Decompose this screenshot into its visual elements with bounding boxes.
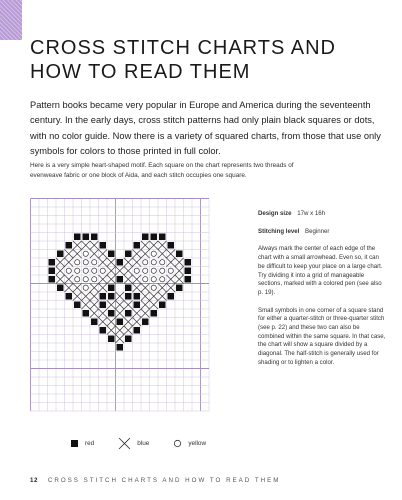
intro-paragraph: Pattern books became very popular in Europe and America during the seventeenth century. In the early days, cross stitch patterns had only plain black squares or dots, with no color guide. Now there is a variety of squared charts, from those that use only symbols for colors to those printed in full color. (30, 100, 381, 156)
stitch-red (100, 302, 107, 309)
stitch-red (185, 259, 192, 266)
stitch-blue (56, 275, 65, 284)
stitch-blue (56, 267, 65, 276)
cross-icon (118, 437, 131, 450)
page-number: 12 (30, 477, 38, 484)
stitch-blue (158, 284, 167, 293)
stitch-yellow (143, 268, 148, 273)
notes-paragraph-2: Small symbols in one corner of a square stand for either a quarter-stitch or three-quarter stitch (see p. 22) and these two can also be combined within the same square. In that case, the chart will show a square divided by a diagonal. The half-stitch is generally used for shading or to lighten a color. (258, 306, 386, 366)
stitch-yellow (92, 277, 97, 282)
footer-running-title: CROSS STITCH CHARTS AND HOW TO READ THEM (47, 477, 281, 484)
stitch-blue (90, 250, 99, 259)
stitch-blue (133, 275, 142, 284)
stitch-yellow (92, 260, 97, 265)
stitch-yellow (143, 260, 148, 265)
stitch-blue (124, 326, 133, 335)
stitch-blue (73, 250, 82, 259)
stitch-blue (124, 258, 133, 267)
stitch-yellow (134, 268, 139, 273)
stitch-red (108, 293, 115, 300)
stitch-red (66, 293, 73, 300)
stitch-red (168, 293, 175, 300)
legend-label-blue: blue (137, 440, 150, 447)
stitch-yellow (75, 277, 80, 282)
stitch-red (125, 285, 132, 292)
stitch-red (117, 319, 124, 326)
stitch-blue (99, 318, 108, 327)
stitch-red (142, 319, 149, 326)
legend-item-red (70, 439, 94, 448)
stitch-blue (65, 284, 74, 293)
stitch-blue (141, 301, 150, 310)
stitch-blue (167, 258, 176, 267)
stitch-red (108, 285, 115, 292)
stitch-blue (141, 250, 150, 259)
stitch-yellow (151, 251, 156, 256)
stitch-blue (175, 258, 184, 267)
stitch-blue (82, 301, 91, 310)
stitch-blue (141, 284, 150, 293)
stitch-red (176, 251, 183, 258)
stitch-red (91, 234, 98, 241)
stitch-blue (150, 292, 159, 301)
stitch-red (74, 302, 81, 309)
stitch-red (185, 268, 192, 275)
stitch-blue (82, 241, 91, 250)
stitch-yellow (143, 277, 148, 282)
stitch-yellow (160, 277, 165, 282)
page-title (30, 36, 336, 84)
stitch-red (91, 319, 98, 326)
stitch-blue (99, 275, 108, 284)
stitch-blue (141, 241, 150, 250)
heart-chart (30, 198, 244, 418)
stitch-blue (82, 292, 91, 301)
stitch-yellow (151, 285, 156, 290)
stitch-blue (150, 241, 159, 250)
stitch-red (185, 276, 192, 283)
stitch-red (125, 293, 132, 300)
stitch-blue (65, 250, 74, 259)
stitch-blue (90, 309, 99, 318)
stitch-yellow (151, 277, 156, 282)
stitch-blue (107, 267, 116, 276)
stitch-yellow (75, 268, 80, 273)
stitch-blue (133, 318, 142, 327)
stitch-blue (116, 326, 125, 335)
stitch-blue (90, 241, 99, 250)
stitch-blue (133, 258, 142, 267)
stitch-yellow (83, 260, 88, 265)
stitch-red (83, 234, 90, 241)
stitch-red (49, 276, 56, 283)
stitch-red (134, 327, 141, 334)
stitch-blue (150, 301, 159, 310)
stitch-blue (99, 250, 108, 259)
stitch-blue (65, 258, 74, 267)
stitch-red (159, 234, 166, 241)
stitch-red (74, 234, 81, 241)
stitch-blue (107, 326, 116, 335)
page-footer (30, 477, 280, 484)
stitch-red (100, 242, 107, 249)
stitch-yellow (83, 285, 88, 290)
stitch-blue (158, 250, 167, 259)
stitch-blue (99, 309, 108, 318)
stitch-blue (141, 309, 150, 318)
design-size-value: 17w x 16h (297, 210, 326, 217)
stitch-red (117, 344, 124, 351)
stitch-yellow (151, 268, 156, 273)
filled-square-icon (70, 439, 79, 448)
stitch-yellow (83, 251, 88, 256)
stitch-blue (167, 250, 176, 259)
corner-decoration (0, 0, 22, 40)
stitch-red (83, 310, 90, 317)
stitch-blue (133, 250, 142, 259)
chart-legend (70, 437, 206, 450)
stitch-red (125, 251, 132, 258)
stitch-blue (56, 258, 65, 267)
stitch-yellow (160, 260, 165, 265)
stitch-blue (167, 284, 176, 293)
stitch-red (100, 293, 107, 300)
stitch-red (125, 310, 132, 317)
legend-label-red: red (85, 440, 95, 447)
stitch-red (49, 268, 56, 275)
stitching-level (258, 228, 386, 237)
stitch-red (108, 251, 115, 258)
stitch-red (108, 336, 115, 343)
stitch-blue (116, 292, 125, 301)
stitch-blue (90, 301, 99, 310)
stitch-blue (90, 284, 99, 293)
stitch-yellow (66, 268, 71, 273)
legend-item-yellow (173, 439, 206, 448)
stitch-red (125, 336, 132, 343)
stitch-yellow (160, 268, 165, 273)
title-line-1: CROSS STITCH CHARTS AND (30, 37, 336, 59)
stitch-red (66, 242, 73, 249)
circle-icon (173, 439, 182, 448)
stitch-blue (124, 275, 133, 284)
stitch-yellow (83, 277, 88, 282)
stitch-red (49, 259, 56, 266)
stitch-blue (73, 284, 82, 293)
stitch-blue (99, 284, 108, 293)
stitching-level-value: Beginner (305, 227, 330, 235)
stitch-blue (90, 292, 99, 301)
stitch-red (151, 234, 158, 241)
chart-caption: Here is a very simple heart-shaped motif. Each square on the chart represents two threads of evenweave fabric or one block of Aida, and each stitch occupies one square. (30, 162, 294, 179)
stitch-red (168, 242, 175, 249)
stitch-blue (116, 267, 125, 276)
stitch-blue (124, 267, 133, 276)
stitch-blue (133, 284, 142, 293)
chart-notes (258, 210, 386, 377)
stitch-blue (175, 275, 184, 284)
stitch-blue (73, 292, 82, 301)
stitch-red (134, 302, 141, 309)
stitch-red (57, 251, 64, 258)
design-size-label: Design size (258, 210, 292, 217)
stitch-blue (107, 275, 116, 284)
stitch-red (159, 302, 166, 309)
stitch-yellow (100, 268, 105, 273)
stitch-yellow (83, 268, 88, 273)
stitch-blue (65, 275, 74, 284)
stitch-red (134, 242, 141, 249)
stitch-yellow (168, 268, 173, 273)
design-size (258, 210, 386, 219)
stitch-red (100, 327, 107, 334)
stitch-blue (158, 292, 167, 301)
stitch-blue (107, 318, 116, 327)
stitch-blue (124, 301, 133, 310)
stitch-blue (167, 275, 176, 284)
stitch-yellow (151, 260, 156, 265)
stitch-red (151, 310, 158, 317)
legend-label-yellow: yellow (188, 440, 207, 447)
title-line-2: HOW TO READ THEM (30, 61, 251, 83)
stitch-blue (99, 258, 108, 267)
stitching-level-label: Stitching level (258, 227, 300, 235)
stitch-yellow (75, 260, 80, 265)
stitch-blue (116, 335, 125, 344)
stitch-blue (124, 318, 133, 327)
stitch-blue (175, 267, 184, 276)
stitch-blue (158, 241, 167, 250)
stitch-red (117, 259, 124, 266)
legend-item-blue (118, 437, 149, 450)
stitch-red (142, 234, 149, 241)
stitch-blue (116, 301, 125, 310)
stitch-red (117, 276, 124, 283)
stitch-red (176, 285, 183, 292)
stitch-blue (107, 258, 116, 267)
stitch-blue (116, 309, 125, 318)
stitch-yellow (92, 268, 97, 273)
stitch-blue (73, 241, 82, 250)
stitch-red (108, 310, 115, 317)
stitch-blue (133, 309, 142, 318)
notes-paragraph-1: Always mark the center of each edge of the chart with a small arrowhead. Even so, it can be difficult to keep your place on a large chart. Try dividing it into a grid of manageable sections, marked with a colored pen (see also p. 19). (258, 245, 383, 296)
stitch-blue (141, 292, 150, 301)
stitch-red (134, 293, 141, 300)
stitch-red (57, 285, 64, 292)
stitch-blue (107, 301, 116, 310)
